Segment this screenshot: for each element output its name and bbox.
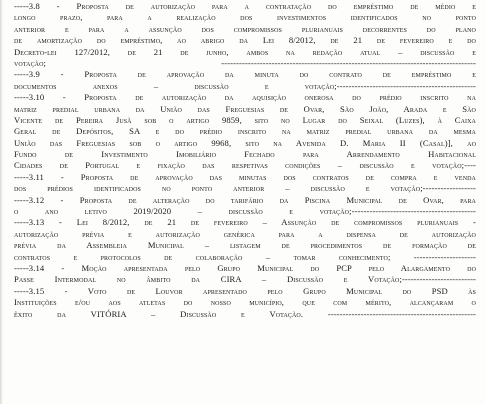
- item-line: prévia da Assembleia Municipal – listagem de procedimentos de formação de: [14, 240, 476, 251]
- item-line: Geral de Depósitos, SA e do prédio inscrito na matriz predial urbana da mesma: [14, 126, 476, 137]
- scan-edge-shadow: [0, 0, 3, 404]
- item-line: Vicente de Pereira Jusã sob o artigo 9859, sito no Lugar do Seixal (Luzes), à Caixa: [14, 114, 476, 125]
- item-line: autorização prévia e autorização genérica para a dispensa de autorização: [14, 228, 476, 239]
- item-line: -----3.8 - Proposta de autorização para a contratação do empréstimo de médio e: [14, 1, 476, 11]
- item-line: de amortização do empréstimo, ao abrigo da Lei 8/2012, de 21 de fevereiro e do: [14, 35, 476, 46]
- item-line: dos prédios identificados no ponto anterior – discussão e votação;------------------: [14, 183, 476, 194]
- agenda-item-3-10: [14, 92, 476, 172]
- agenda-item-3-11: [14, 172, 476, 195]
- item-line: o ano letivo 2019/2020 – discussão e votação;------------------------------------------: [14, 206, 476, 217]
- item-line: matriz predial urbana da União das Freguesias de Ovar, São João, Arada e São: [14, 103, 476, 114]
- item-line: -----3.11 - Proposta de aprovação das minutas dos contratos de compra e venda: [14, 171, 476, 182]
- item-line: longo prazo, para a realização dos investimentos identificados no ponto: [14, 12, 476, 23]
- item-line: documentos anexos – discussão e votação;-----------------------------------------------: [14, 80, 476, 91]
- item-line: contratos e protocolos de colaboração – tomar conhecimento; ---------------------: [14, 251, 476, 262]
- item-line: Cidades de Portugal e fixação das respetivas condições – discussão e votação;----: [14, 160, 476, 171]
- item-line: Instituições e/ou aos atletas do nosso município, que com mérito, alcançaram o: [14, 297, 476, 308]
- agenda-item-3-14: [14, 263, 476, 286]
- item-line: -----3.10 - Proposta de autorização da aquisição onerosa do prédio inscrito na: [14, 92, 476, 103]
- item-line: -----3.12 - Proposta de alteração do tarifário da Piscina Municipal de Ovar, para: [14, 194, 476, 205]
- item-line: -----3.15 - Voto de Louvor apresentado pelo Grupo Municipal do PSD às: [14, 285, 476, 296]
- item-line: êxito da VITÓRIA – Discussão e Votação. --------------------------------------------------: [14, 308, 476, 319]
- agenda-item-3-15: [14, 286, 476, 320]
- item-line: União das Freguesias sob o artigo 9968, sito na Avenida D. Maria II (Casal)], ao: [14, 137, 476, 148]
- item-line: Fundo de Investimento Imobiliário Fechado para Arrendamento Habitacional: [14, 149, 476, 160]
- item-line: anterior e para a assunção dos compromissos plurianuais decorrentes do plano: [14, 23, 476, 34]
- item-line: votação; --------------------------------------------------------------------------------------: [14, 57, 476, 68]
- item-line: Passe Intermodal no âmbito da CIRA – Discussão e Votação;-------------------------: [14, 274, 476, 285]
- item-line: Decreto-lei 127/2012, de 21 de junho, ambos na redação atual – discussão e: [14, 46, 476, 57]
- agenda-item-3-9: [14, 69, 476, 92]
- agenda-item-3-12: [14, 195, 476, 218]
- item-line: -----3.13 - Lei 8/2012, de 21 de fevereiro – Assunção de compromissos plurianuais -: [14, 217, 476, 228]
- item-line: -----3.9 - Proposta de aprovação da minuta do contrato de empréstimo e: [14, 69, 476, 80]
- item-line: -----3.14 - Moção apresentada pelo Grupo Municipal do PCP pelo Alargamento do: [14, 262, 476, 273]
- agenda-item-3-8: [14, 1, 476, 69]
- agenda-item-3-13: [14, 217, 476, 263]
